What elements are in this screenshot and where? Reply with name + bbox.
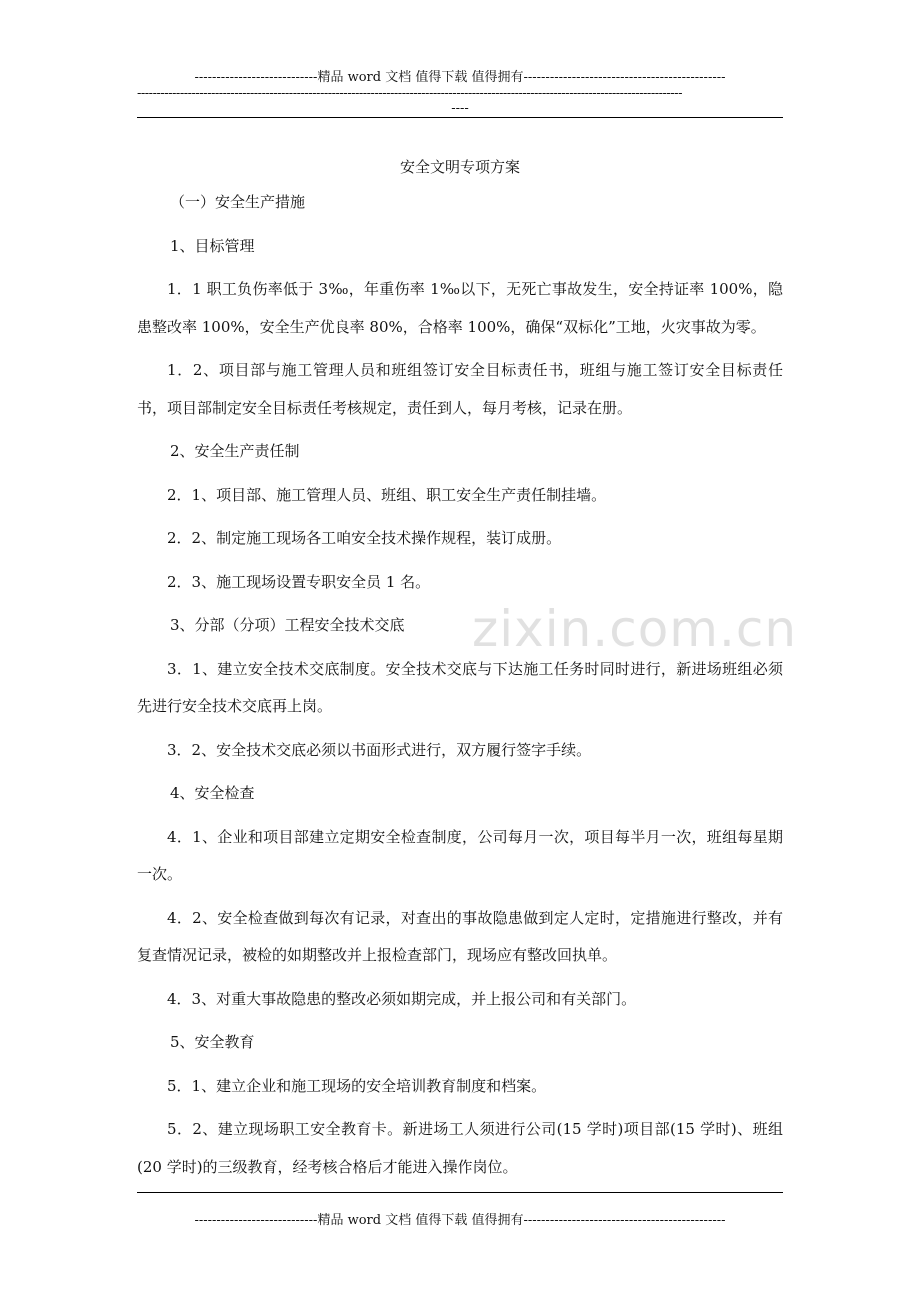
footer-rule: [137, 1192, 783, 1193]
section-heading: （一）安全生产措施: [170, 193, 306, 211]
header-banner: ----------------------------精品 word 文档 值得下载 值得拥有----------------------------------------------: [194, 70, 726, 85]
header-dash-tail: ----: [451, 101, 469, 116]
section-heading: 5、安全教育: [170, 1033, 255, 1051]
paragraph: 4．3、对重大事故隐患的整改必须如期完成，并上报公司和有关部门。: [167, 989, 637, 1008]
paragraph: 2．3、施工现场设置专职安全员 1 名。: [167, 572, 431, 591]
header-dash-line: --------------------------------------------------------------------------------------------------------------------------------------------: [137, 86, 682, 101]
paragraph: 3．2、安全技术交底必须以书面形式进行，双方履行签字手续。: [167, 740, 592, 759]
watermark: zixin.com.cn: [472, 600, 798, 658]
document-body: [137, 184, 783, 1186]
section-heading: 3、分部（分项）工程安全技术交底: [170, 616, 405, 634]
paragraph: 5．1、建立企业和施工现场的安全培训教育制度和档案。: [167, 1076, 547, 1095]
paragraph: 2．2、制定施工现场各工咱安全技术操作规程，装订成册。: [167, 529, 562, 547]
document-title: 安全文明专项方案: [399, 158, 520, 176]
section-heading: 1、目标管理: [170, 236, 255, 255]
paragraph: 1．1 职工负伤率低于 3‰，年重伤率 1‰以下，无死亡事故发生，安全持证率 100%，隐患整改率 100%，安全生产优良率 80%，合格率 100%，确保“双标化”工地，火灾事故为零。: [137, 280, 783, 336]
section-heading: 4、安全检查: [170, 784, 255, 802]
header-rule: [137, 117, 783, 118]
section-heading: 2、安全生产责任制: [170, 442, 300, 460]
paragraph: 1．2、项目部与施工管理人员和班组签订安全目标责任书，班组与施工签订安全目标责任书，项目部制定安全目标责任考核规定，责任到人，每月考核，记录在册。: [137, 361, 783, 417]
paragraph: 2．1、项目部、施工管理人员、班组、职工安全生产责任制挂墙。: [167, 485, 607, 504]
paragraph: 4．1、企业和项目部建立定期安全检查制度，公司每月一次，项目每半月一次，班组每星期一次。: [137, 827, 783, 883]
paragraph: 3．1、建立安全技术交底制度。安全技术交底与下达施工任务时同时进行，新进场班组必须先进行安全技术交底再上岗。: [137, 659, 783, 715]
paragraph: 5．2、建立现场职工安全教育卡。新进场工人须进行公司(15 学时)项目部(15 学时)、班组(20 学时)的三级教育，经考核合格后才能进入操作岗位。: [137, 1120, 783, 1176]
paragraph: 4．2、安全检查做到每次有记录，对查出的事故隐患做到定人定时，定措施进行整改，并有复查情况记录，被检的如期整改并上报检查部门，现场应有整改回执单。: [137, 908, 783, 964]
footer-banner: ----------------------------精品 word 文档 值得下载 值得拥有----------------------------------------------: [194, 1213, 726, 1228]
